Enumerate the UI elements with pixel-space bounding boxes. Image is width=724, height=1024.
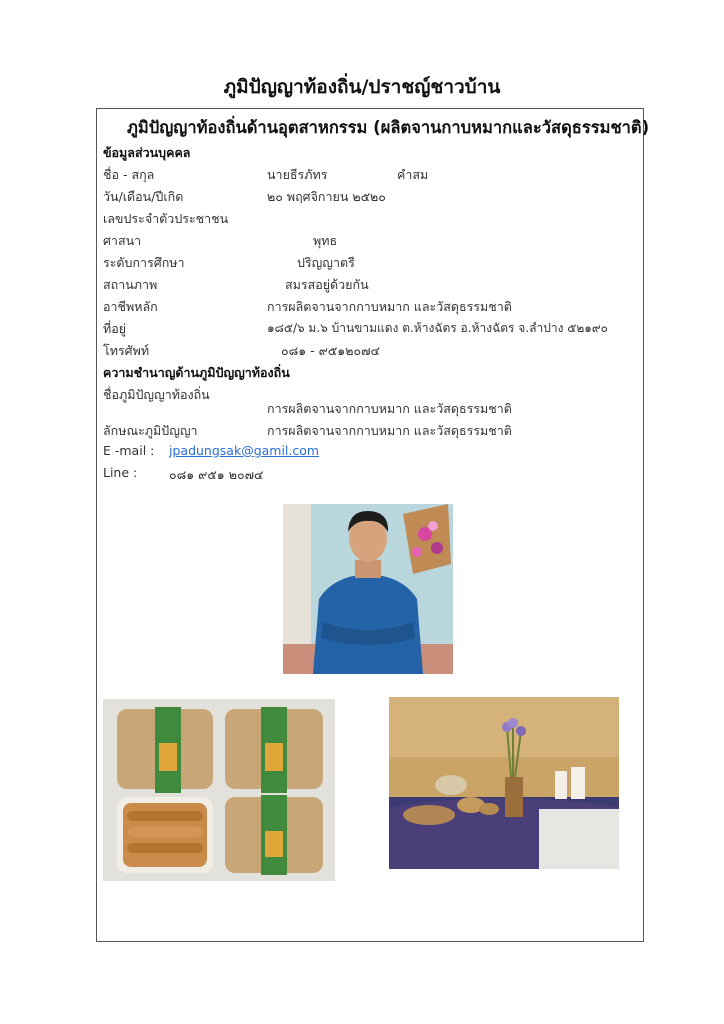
education-value: ปริญญาตรี [297,255,355,270]
occupation-value: การผลิตจานจากกาบหมาก และวัสดุธรรมชาติ [267,299,512,314]
phone-label: โทรศัพท์ [103,343,150,358]
portrait-photo [283,504,453,674]
dob-label: วัน/เดือน/ปีเกิด [103,189,184,204]
page-title: ภูมิปัญญาท้องถิ่น/ปราชญ์ชาวบ้าน [223,76,501,98]
dob-value: ๒๐ พฤศจิกายน ๒๕๒๐ [267,189,386,204]
religion-value: พุทธ [313,233,338,248]
phone-value: ๐๘๑ - ๙๕๑๒๐๗๔ [281,343,380,358]
education-label: ระดับการศึกษา [103,255,185,270]
religion-label: ศาสนา [103,233,142,248]
expertise-heading: ความชำนาญด้านภูมิปัญญาท้องถิ่น [103,365,290,380]
name-label: ชื่อ - สกุล [103,167,155,182]
status-value: สมรสอยู่ด้วยกัน [285,277,369,292]
content-frame [96,108,650,942]
id-card-label: เลขประจำตัวประชาชน [103,211,229,226]
name-value: นายธีรภัทร [267,167,328,182]
address-value: ๑๘๕/๖ ม.๖ บ้านขามแดง ต.ห้างฉัตร อ.ห้างฉัตร จ.ลำปาง ๕๒๑๙๐ [267,321,608,335]
display-table-photo [389,697,619,869]
line-label: Line : [103,465,138,480]
occupation-label: อาชีพหลัก [103,299,158,314]
wisdom-name-value: การผลิตจานจากกาบหมาก และวัสดุธรรมชาติ [267,401,512,416]
surname-value: คำสม [397,167,429,182]
line-value: ๐๘๑ ๙๕๑ ๒๐๗๔ [169,467,264,482]
address-label: ที่อยู่ [103,321,127,336]
wisdom-name-label: ชื่อภูมิปัญญาท้องถิ่น [103,387,210,402]
card-title: ภูมิปัญญาท้องถิ่นด้านอุตสาหกรรม (ผลิตจานกาบหมากและวัสดุธรรมชาติ) [127,118,650,137]
status-label: สถานภาพ [103,277,158,292]
email-label: E -mail : [103,443,155,458]
personal-info-heading: ข้อมูลส่วนบุคคล [103,145,191,160]
product-boxes-photo [103,699,335,881]
wisdom-nature-value: การผลิตจานจากกาบหมาก และวัสดุธรรมชาติ [267,423,512,438]
email-link[interactable]: jpadungsak@gamil.com [169,443,320,458]
wisdom-nature-label: ลักษณะภูมิปัญญา [103,423,198,438]
